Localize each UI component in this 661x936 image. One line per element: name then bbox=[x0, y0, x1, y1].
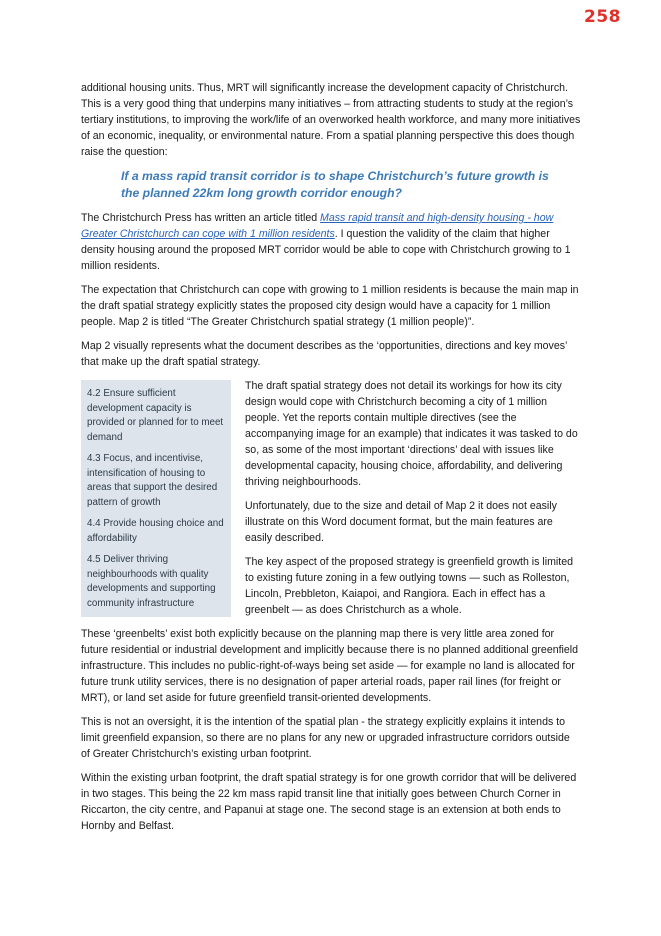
page-number: 258 bbox=[584, 7, 621, 27]
paragraph: The draft spatial strategy does not detail its workings for how its city design would cope with Christchurch becoming a city of 1 million people. Yet the reports contain multiple directives (see the accompanying image for an example) that indicates it was tasked to do so, as some of the most important ‘directions’ deal with issues like developmental capacity, housing choice, affordability, and delivering thriving neighbourhoods. bbox=[245, 380, 578, 488]
paragraph: Map 2 visually represents what the document describes as the ‘opportunities, directions and key moves’ that make up the draft spatial strategy. bbox=[81, 340, 567, 368]
paragraph: This is not an oversight, it is the intention of the spatial plan - the strategy explicitly explains it intends to limit greenfield expansion, so there are no plans for any new or upgraded infrastructure corridors outside of Greater Christchurch’s existing urban footprint. bbox=[81, 716, 570, 760]
callout-question: If a mass rapid transit corridor is to shape Christchurch’s future growth is the planned 22km long growth corridor enough? bbox=[121, 169, 549, 200]
sidebox-item: 4.2 Ensure sufficient development capacity is provided or planned for to meet demand bbox=[87, 388, 224, 443]
wrap-text bbox=[245, 378, 581, 618]
paragraph: Within the existing urban footprint, the draft spatial strategy is for one growth corridor that will be delivered in two stages. This being the 22 km mass rapid transit line that initially goes between Church Corner in Riccarton, the city centre, and Papanui at stage one. The second stage is an extension at both ends to Hornby and Belfast. bbox=[81, 772, 577, 832]
sidebox-item: 4.5 Deliver thriving neighbourhoods with quality developments and supporting community infrastructure bbox=[87, 554, 216, 609]
sidebox-item: 4.3 Focus, and incentivise, intensification of housing to areas that support the desired pattern of growth bbox=[87, 453, 218, 508]
paragraph-text: The Christchurch Press has written an article titled bbox=[81, 212, 321, 224]
wrapped-section bbox=[81, 378, 581, 618]
paragraph: The expectation that Christchurch can cope with growing to 1 million residents is because the main map in the draft spatial strategy explicitly states the proposed city design would have a capacity for 1 million people. Map 2 is titled “The Greater Christchurch spatial strategy (1 million people)”. bbox=[81, 284, 579, 328]
paragraph-text: . I question the validity of the claim that higher density housing around the proposed MRT corridor would be able to cope with Christchurch growing to 1 million residents. bbox=[81, 228, 571, 272]
article-link[interactable]: Mass rapid transit and high-density housing - how Greater Christchurch can cope with 1 million residents bbox=[81, 212, 554, 240]
directions-sidebox bbox=[81, 380, 231, 617]
sidebox-item: 4.4 Provide housing choice and affordability bbox=[87, 518, 224, 544]
document-body bbox=[81, 80, 581, 842]
paragraph: Unfortunately, due to the size and detail of Map 2 it does not easily illustrate on this Word document format, but the main features are easily described. bbox=[245, 500, 557, 544]
paragraph bbox=[81, 210, 581, 274]
paragraph: These ‘greenbelts’ exist both explicitly because on the planning map there is very little area zoned for future residential or industrial development and implicitly because there is no planned additional greenfield infrastructure. This includes no public-right-of-ways being set aside — for example no land is allocated for future trunk utility services, there is no designation of paper arterial roads, paper rail lines (for freight or MRT), or land set aside for future greenfield transit-oriented developments. bbox=[81, 628, 579, 704]
paragraph: The key aspect of the proposed strategy is greenfield growth is limited to existing future zoning in a few outlying towns — such as Rolleston, Lincoln, Prebbleton, Kaiapoi, and Rangiora. Each in effect has a greenbelt — as does Christchurch as a whole. bbox=[245, 556, 573, 616]
paragraph: additional housing units. Thus, MRT will significantly increase the development capacity of Christchurch. This is a very good thing that underpins many initiatives – from attracting students to study at the region’s tertiary institutions, to improving the work/life of an overworked health workforce, and many more initiatives of an economic, inequality, or environmental nature. From a spatial planning perspective this does though raise the question: bbox=[81, 82, 581, 158]
